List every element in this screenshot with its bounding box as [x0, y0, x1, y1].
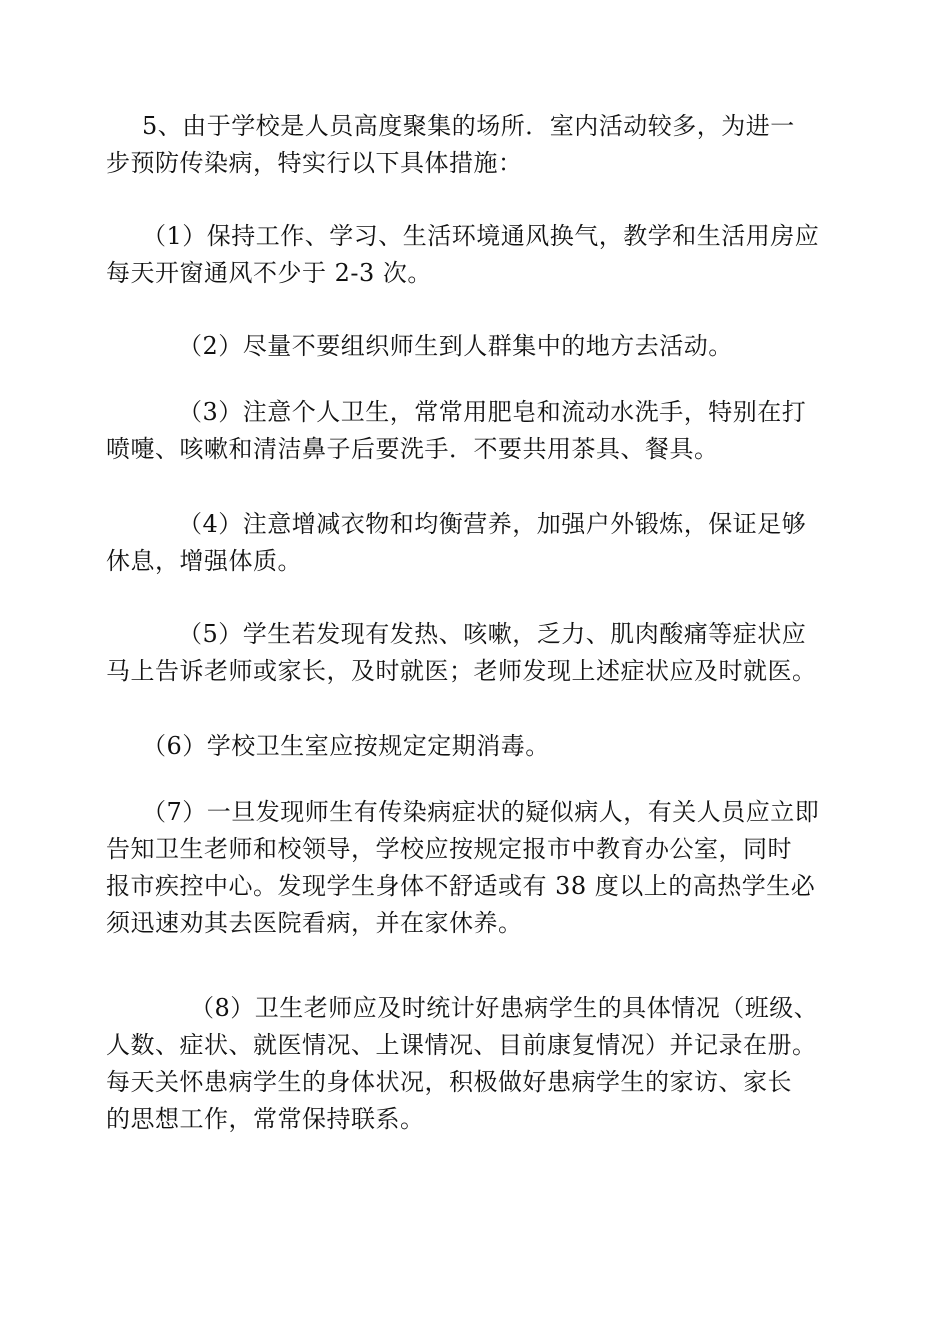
text-line: 马上告诉老师或家长，及时就医；老师发现上述症状应及时就医。	[106, 657, 817, 685]
text-line: （5）学生若发现有发热、咳嗽，乏力、肌肉酸痛等症状应	[178, 620, 807, 648]
measure-8	[106, 990, 842, 1138]
paragraph-5-intro	[106, 108, 842, 182]
text-line: （2）尽量不要组织师生到人群集中的地方去活动。	[178, 332, 733, 360]
measure-5	[106, 616, 842, 690]
measure-6	[106, 728, 842, 765]
text-line: （6）学校卫生室应按规定定期消毒。	[142, 732, 550, 760]
text-line: （7）一旦发现师生有传染病症状的疑似病人，有关人员应立即	[142, 798, 820, 826]
text-line: （3）注意个人卫生，常常用肥皂和流动水洗手，特别在打	[178, 398, 807, 426]
measure-3	[106, 394, 842, 468]
measure-2	[106, 328, 842, 365]
measure-1	[106, 218, 842, 292]
text-line: 的思想工作，常常保持联系。	[106, 1105, 425, 1133]
text-line: 休息，增强体质。	[106, 547, 302, 575]
text-line: 5、由于学校是人员高度聚集的场所．室内活动较多，为进一	[142, 112, 795, 140]
measure-7	[106, 794, 842, 942]
measure-4	[106, 506, 842, 580]
text-line: 告知卫生老师和校领导，学校应按规定报市中教育办公室，同时	[106, 835, 792, 863]
text-line: 每天开窗通风不少于 2-3 次。	[106, 259, 432, 287]
text-line: （1）保持工作、学习、生活环境通风换气，教学和生活用房应	[142, 222, 820, 250]
text-line: 每天关怀患病学生的身体状况，积极做好患病学生的家访、家长	[106, 1068, 792, 1096]
text-line: 报市疾控中心。发现学生身体不舒适或有 38 度以上的高热学生必	[106, 872, 816, 900]
text-line: 人数、症状、就医情况、上课情况、目前康复情况）并记录在册。	[106, 1031, 817, 1059]
text-line: 喷嚏、咳嗽和清洁鼻子后要洗手．不要共用茶具、餐具。	[106, 435, 719, 463]
text-line: （8）卫生老师应及时统计好患病学生的具体情况（班级、	[190, 994, 819, 1022]
text-line: （4）注意增减衣物和均衡营养，加强户外锻炼，保证足够	[178, 510, 807, 538]
text-line: 须迅速劝其去医院看病，并在家休养。	[106, 909, 523, 937]
text-line: 步预防传染病，特实行以下具体措施：	[106, 149, 523, 177]
